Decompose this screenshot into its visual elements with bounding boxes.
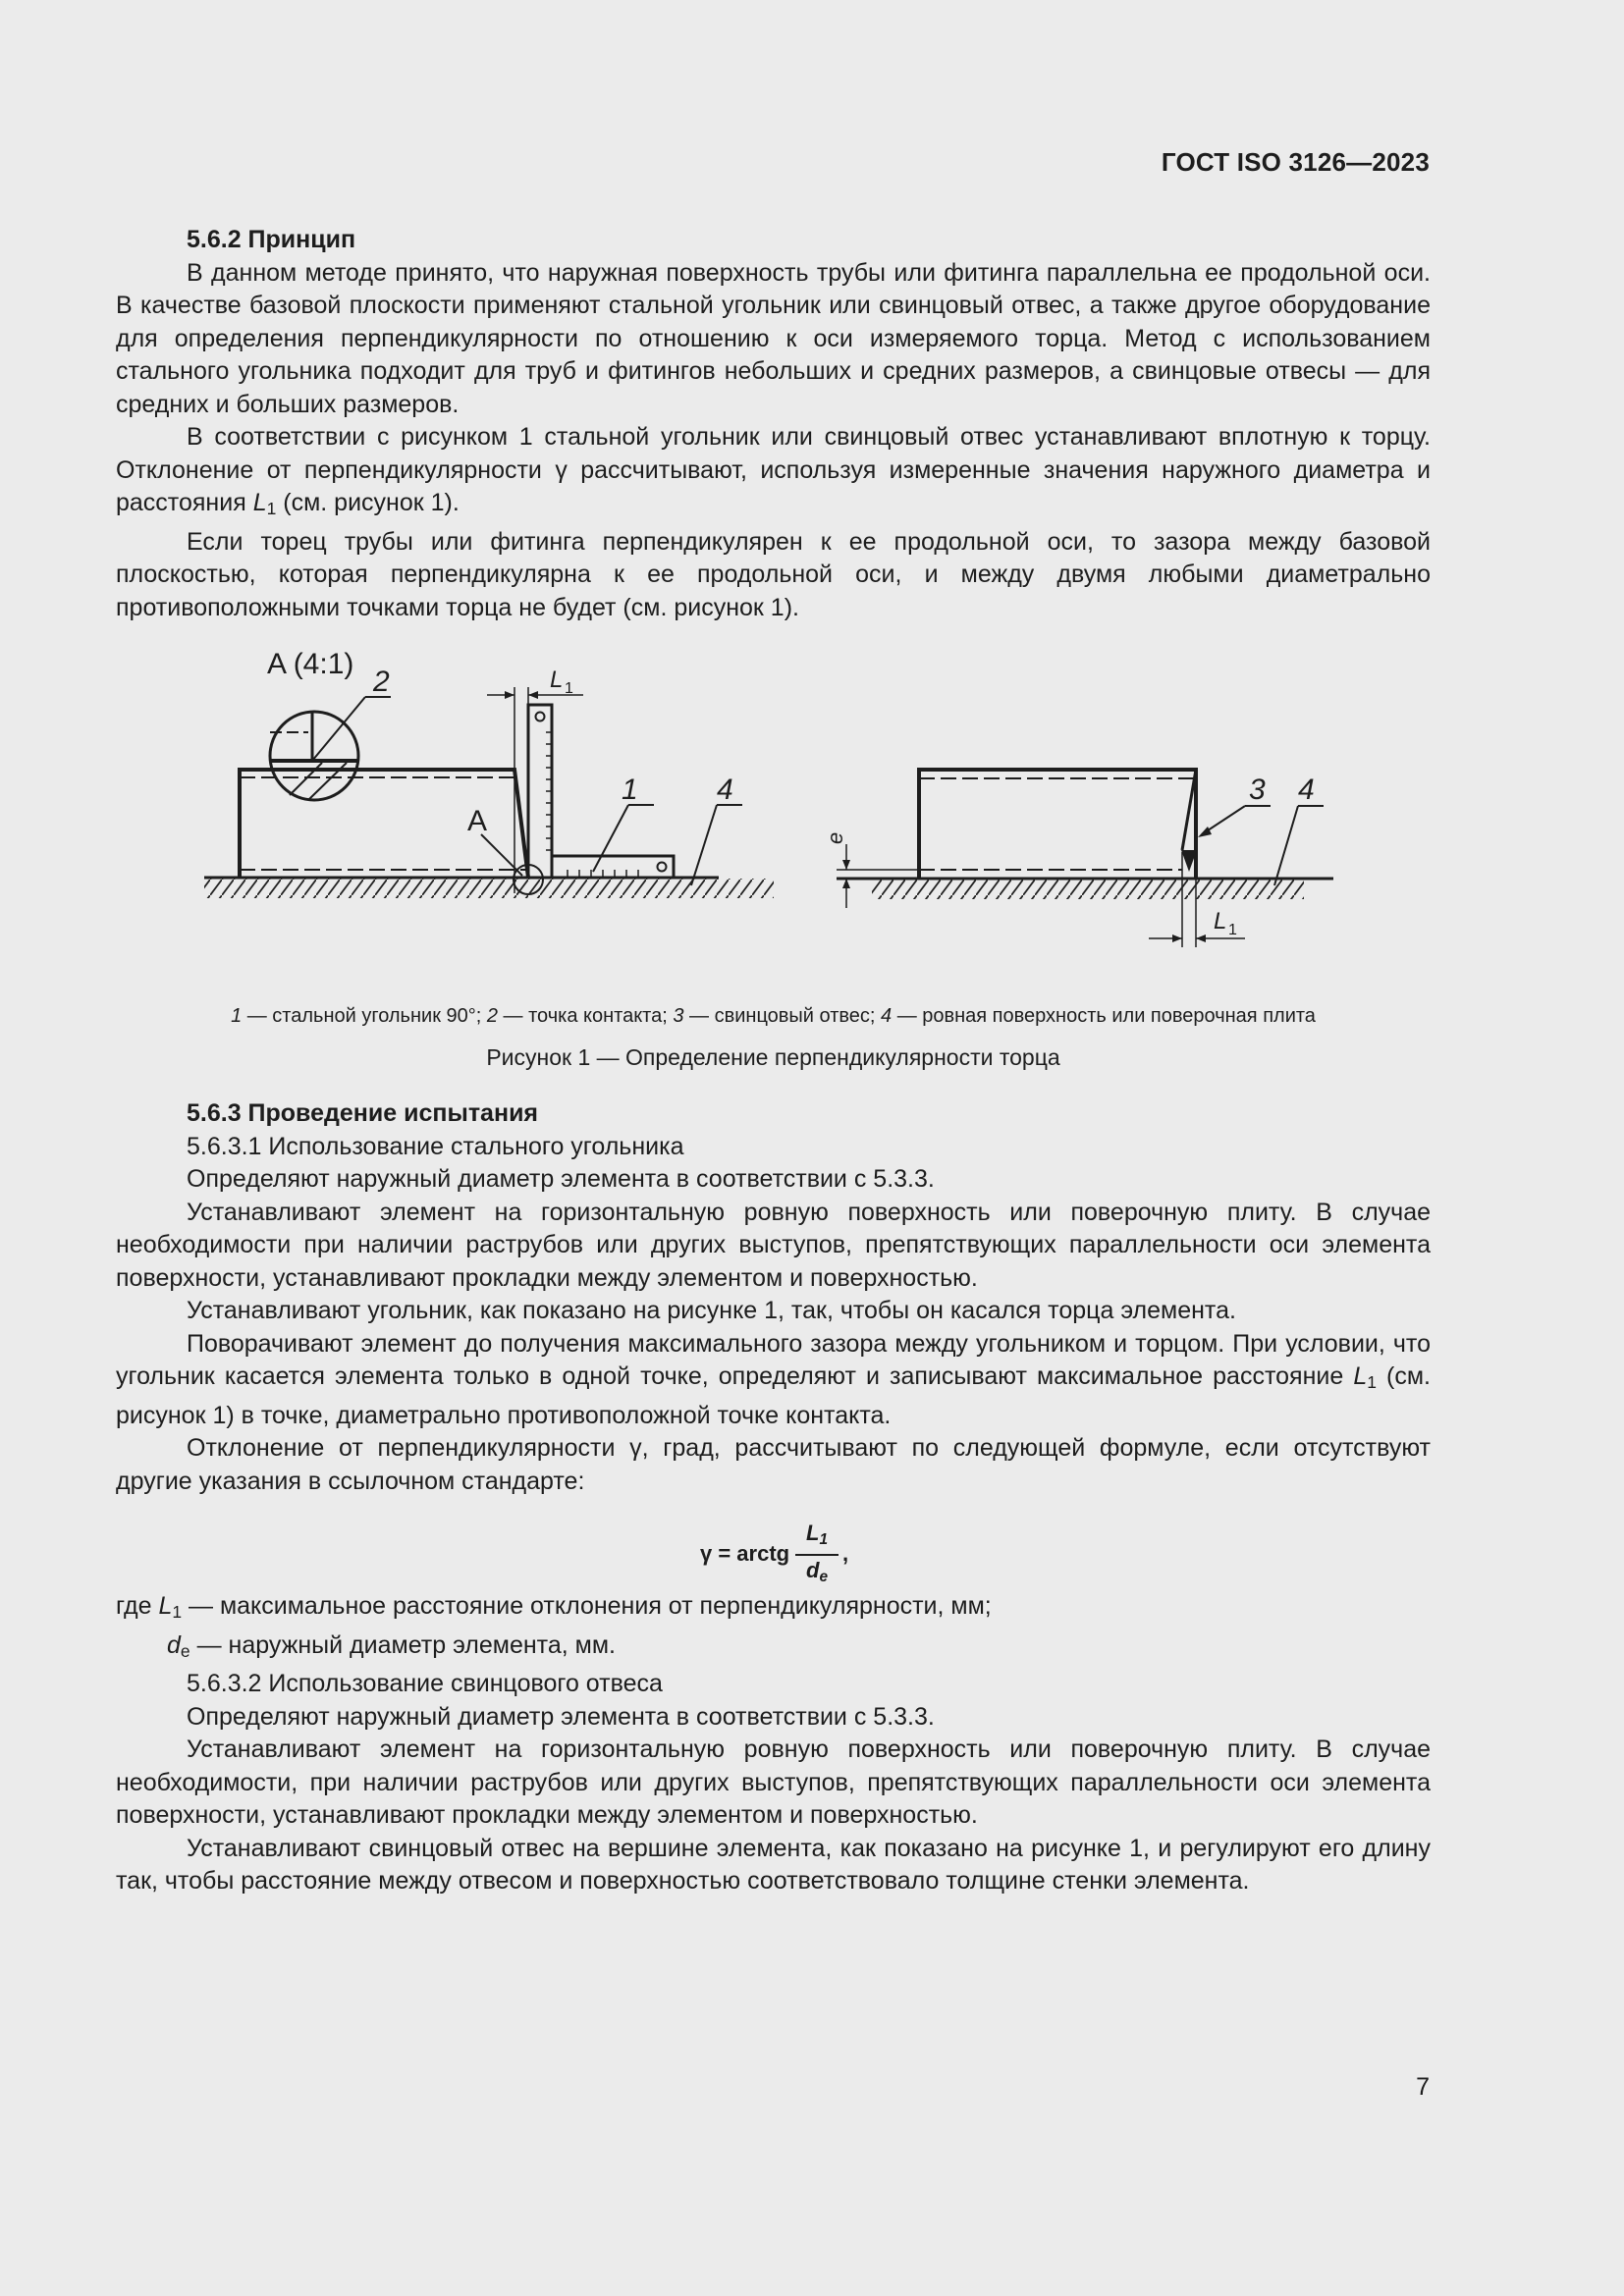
figure-1 [116, 628, 1431, 1001]
paragraph: Поворачивают элемент до получения максимального зазора между угольником и торцом. При условии, что угольник касается элемента только в одной точке, определяют и записывают максимальное расстояние $L_1$ (см. рисунок 1) в точке, диаметрально противоположной точке контакта. [116, 1329, 1432, 1429]
svg-text:1: 1 [622, 774, 638, 806]
variable: L [252, 489, 267, 516]
paragraph: Отклонение от перпендикулярности γ, град, рассчитывают по следующей формуле, если отсутствуют другие указания в ссылочном стандарте: [116, 1434, 1431, 1495]
plumb-line-setup [823, 770, 1333, 947]
section-heading-5-6-2: 5.6.2 Принцип [187, 226, 356, 253]
paragraph: Устанавливают элемент на горизонтальную ровную поверхность или поверочную плиту. В случае необходимости, при наличии раструбов или других выступов, препятствующих параллельности оси элемента поверхности, устанавливают прокладки между элементом и поверхностью. [116, 1735, 1431, 1829]
steel-square-setup [204, 667, 774, 898]
paragraph: Определяют наружный диаметр элемента в соответствии с 5.3.3. [187, 1165, 935, 1193]
svg-text:3: 3 [1249, 774, 1266, 806]
figure-1-drawing [116, 628, 1431, 1001]
svg-text:4: 4 [1298, 774, 1315, 806]
formula: γ = arctg $\frac{L_1}{d_e}$ , [116, 1520, 1431, 1580]
formula-legend-line: $d_e$ — наружный диаметр элемента, мм. [167, 1630, 616, 1661]
paragraph: Устанавливают угольник, как показано на рисунке 1, так, чтобы он касался торца элемента. [187, 1297, 1236, 1324]
paragraph: В соответствии с рисунком 1 стальной угольник или свинцовый отвес устанавливают вплотную к торцу. Отклонение от перпендикулярности γ рассчитывают, используя измеренные значения наружного диаметра и расстояния $L_1$ (см. рисунок 1). [116, 423, 1431, 518]
svg-text:1: 1 [1228, 922, 1237, 938]
svg-text:e: e [823, 831, 847, 844]
document-code: ГОСТ ISO 3126—2023 [1161, 147, 1430, 177]
figure-caption: Рисунок 1 — Определение перпендикулярности торца [486, 1044, 1060, 1070]
svg-text:L: L [1214, 908, 1227, 934]
subsection-title: 5.6.3.2 Использование свинцового отвеса [187, 1670, 663, 1697]
paragraph: Определяют наружный диаметр элемента в соответствии с 5.3.3. [187, 1702, 935, 1731]
figure-legend: 1 — стальной угольник 90°; 2 — точка контакта; 3 — свинцовый отвес; 4 — ровная поверхность или поверочная плита [231, 1005, 1316, 1027]
formula-legend-line: где $L_1$ — максимальное расстояние отклонения от перпендикулярности, мм; [116, 1592, 992, 1622]
detail-a-circle [270, 666, 391, 800]
paragraph: Устанавливают свинцовый отвес на вершине элемента, как показано на рисунке 1, и регулируют его длину так, чтобы расстояние между отвесом и поверхностью соответствовало толщине стенки элемента. [116, 1834, 1431, 1895]
page-content [116, 224, 1431, 1898]
subsection-title: 5.6.3.1 Использование стального угольника [187, 1132, 684, 1160]
formula-lhs: γ = arctg [700, 1541, 790, 1566]
formula-fraction: $\frac{L_1}{d_e}$ [795, 1520, 839, 1592]
svg-text:4: 4 [717, 774, 733, 806]
paragraph: В данном методе принято, что наружная поверхность трубы или фитинга параллельна ее продольной оси. В качестве базовой плоскости применяют стальной угольник или свинцовый отвес, а также другое оборудование для определения перпендикулярности по отношению к оси измеряемого торца. Метод с использованием стального угольника подходит для труб и фитингов небольших и средних размеров, а свинцовые отвесы — для средних и больших размеров. [116, 258, 1431, 418]
svg-text:2: 2 [373, 666, 390, 698]
svg-text:L: L [550, 667, 564, 693]
variable: L [1353, 1362, 1368, 1390]
detail-title: A (4:1) [267, 648, 354, 680]
paragraph: Устанавливают элемент на горизонтальную ровную поверхность или поверочную плиту. В случае необходимости при наличии раструбов или других выступов, препятствующих параллельности оси элемента поверхности, устанавливают прокладки между элементом и поверхностью. [116, 1198, 1431, 1292]
paragraph: Если торец трубы или фитинга перпендикулярен к ее продольной оси, то зазора между базовой плоскостью, которая перпендикулярна к ее продольной оси, и между двумя любыми диаметрально противоположными точками торца не будет (см. рисунок 1). [116, 527, 1431, 621]
svg-text:1: 1 [565, 680, 573, 697]
svg-text:A: A [467, 805, 488, 837]
section-heading-5-6-3: 5.6.3 Проведение испытания [187, 1099, 539, 1127]
page-number: 7 [1416, 2073, 1430, 2101]
